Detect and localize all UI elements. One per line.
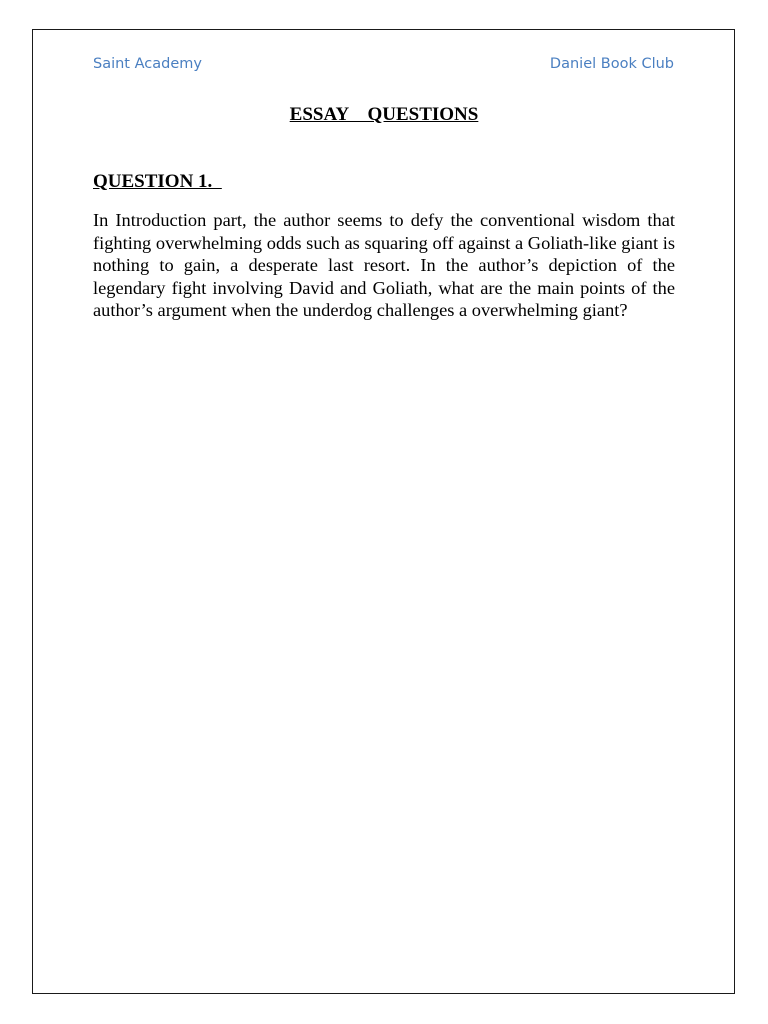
- question-body: In Introduction part, the author seems to defy the conventional wisdom that fighting overwhelming odds such as squaring off against a Goliath-like giant is nothing to gain, a desperate last resort. In the author’s depiction of the legendary fight involving David and Goliath, what are the main points of the author’s argument when the underdog challenges a overwhelming giant?: [93, 210, 675, 321]
- header-club-name: Daniel Book Club: [549, 56, 674, 72]
- question-heading: QUESTION 1.: [93, 171, 222, 192]
- document-title: ESSAY QUESTIONS: [289, 104, 479, 125]
- header-school-name: Saint Academy: [93, 56, 202, 72]
